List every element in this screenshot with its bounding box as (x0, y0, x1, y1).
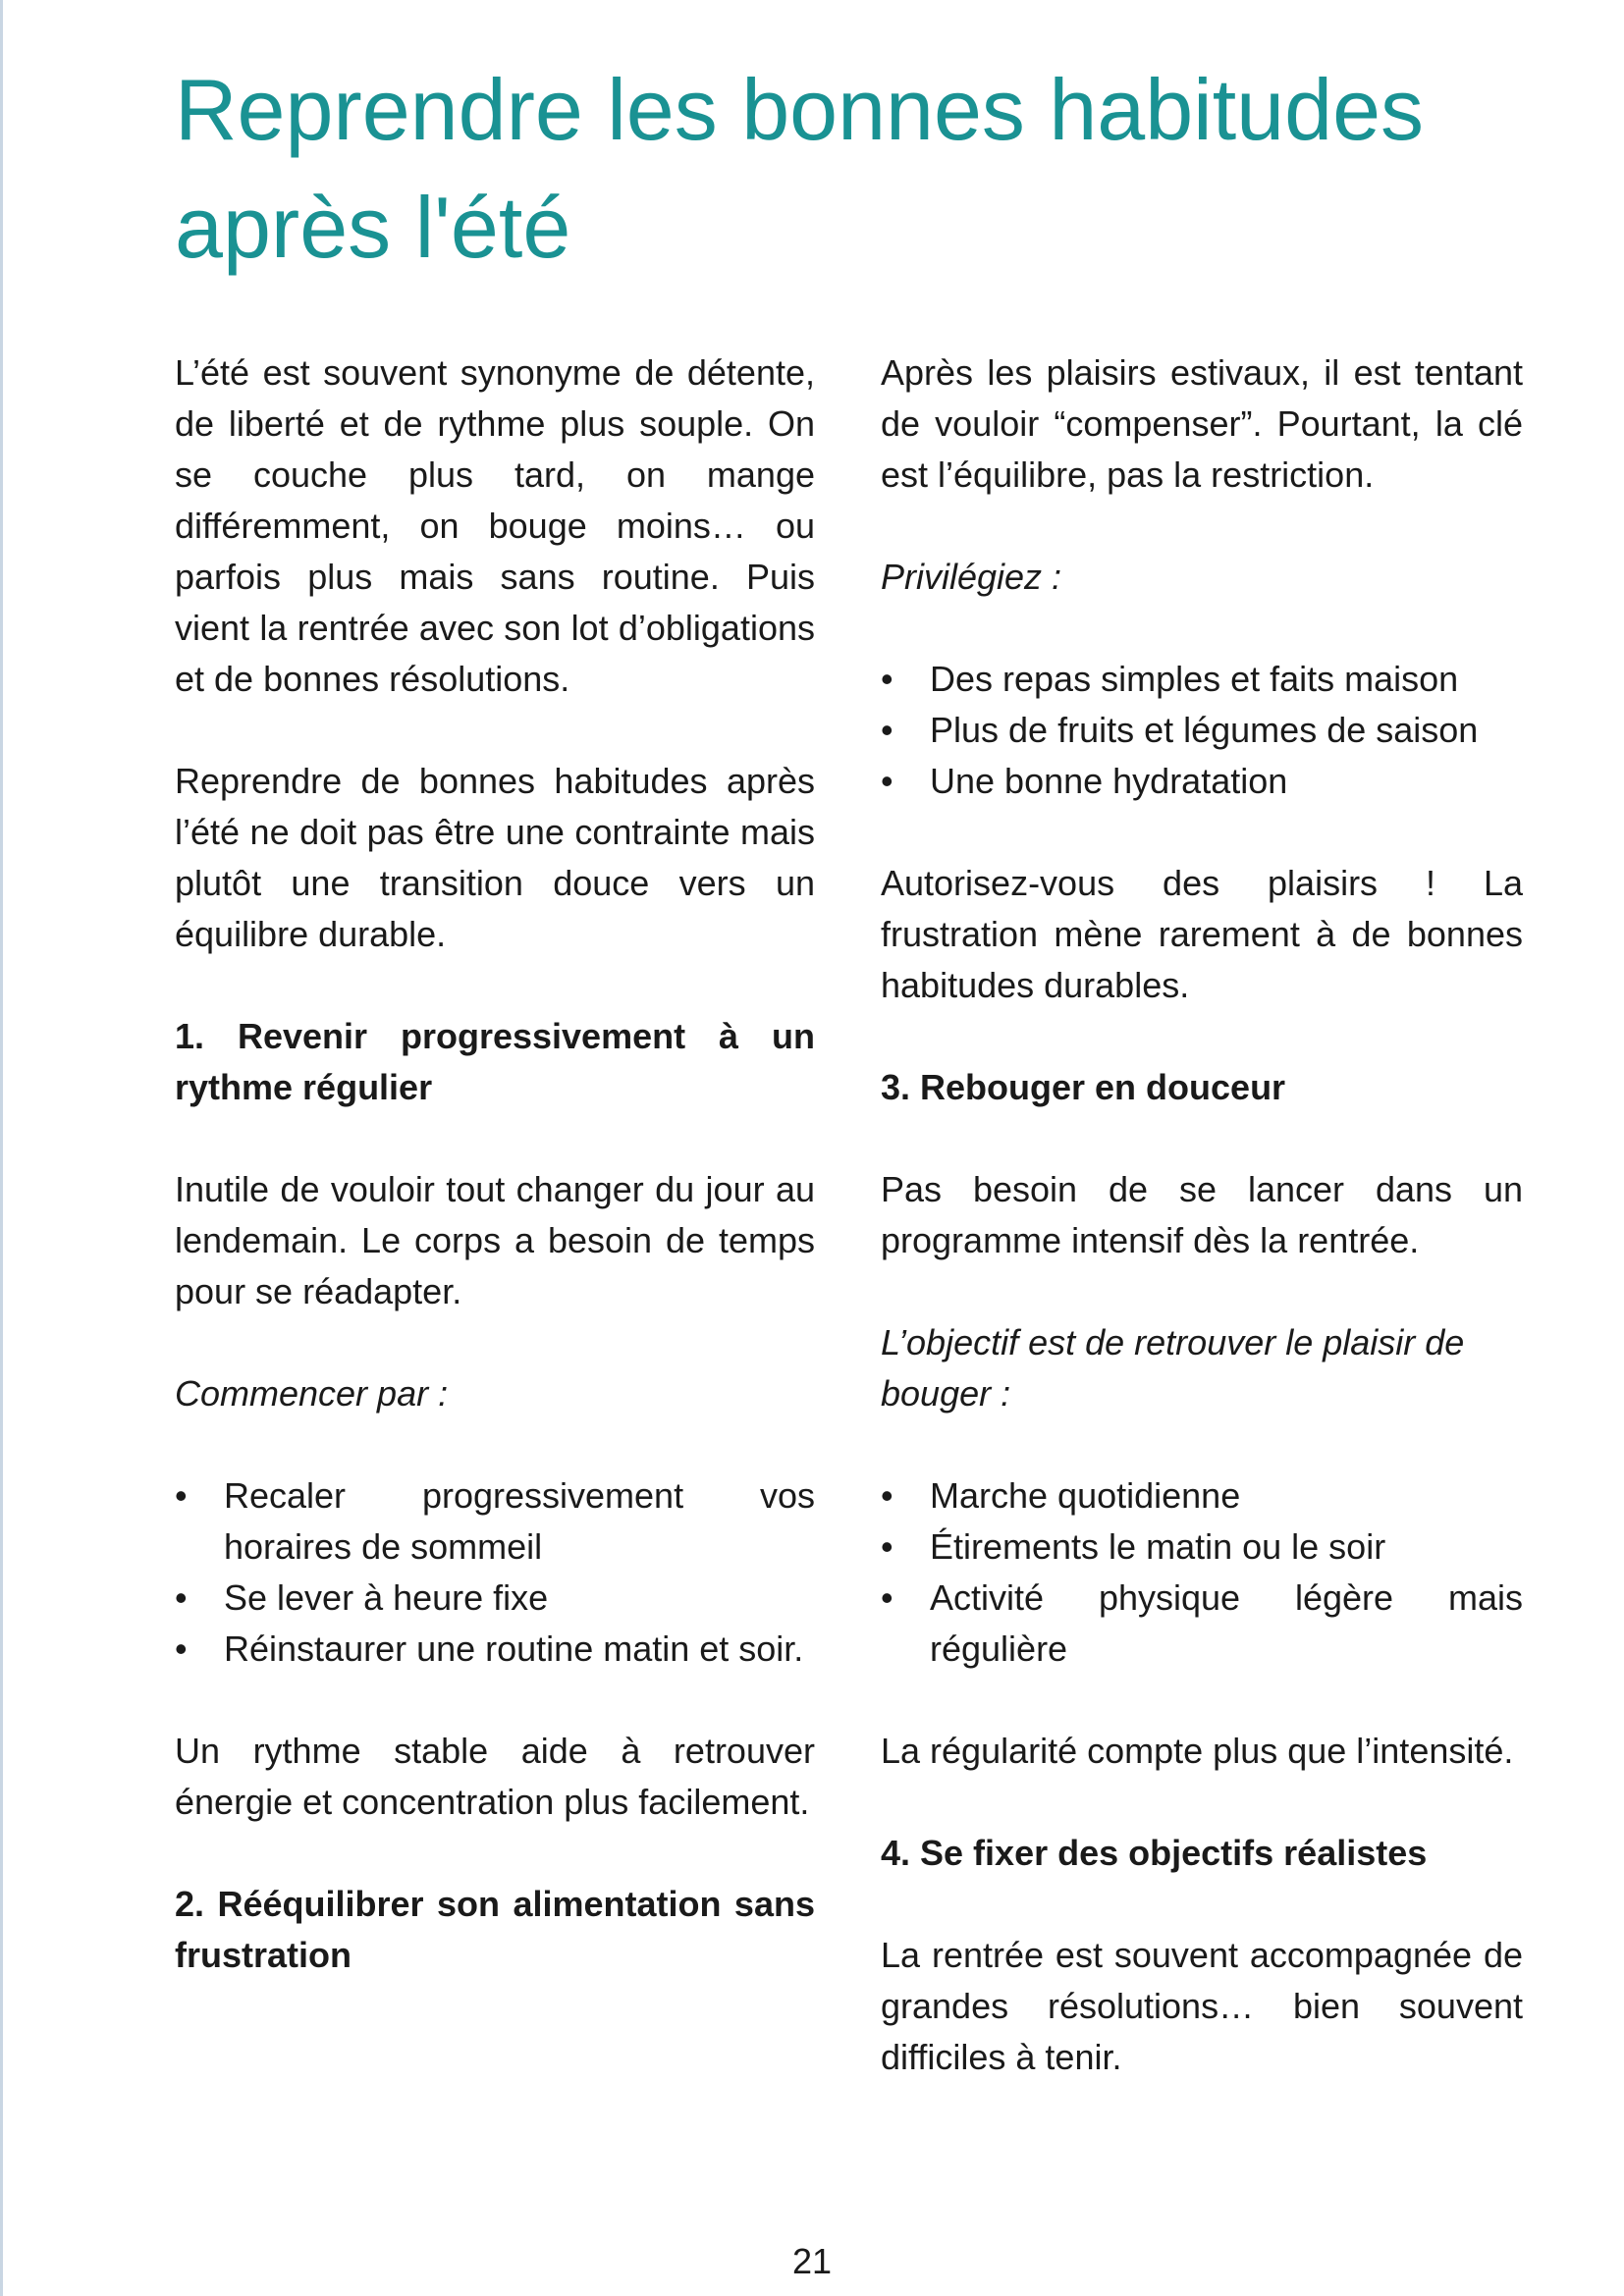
section-2-paragraph: Après les plaisirs estivaux, il est tentant de vouloir “compenser”. Pourtant, la clé est l’équilibre, pas la restriction. (881, 352, 1523, 495)
left-column (175, 347, 815, 2032)
bullet-icon: • (881, 1577, 893, 1618)
section-2-conclusion: Autorisez-vous des plaisirs ! La frustration mène rarement à de bonnes habitudes durables. (881, 863, 1523, 1005)
section-1-conclusion: Un rythme stable aide à retrouver énergie et concentration plus facilement. (175, 1731, 815, 1822)
list-item: • Une bonne hydratation (881, 756, 1523, 807)
page-title: Reprendre les bonnes habitudes après l'été (175, 61, 1425, 276)
section-3-paragraph: Pas besoin de se lancer dans un programme intensif dès la rentrée. (881, 1169, 1523, 1260)
section-3-list-intro: L’objectif est de retrouver le plaisir de bouger : (881, 1322, 1465, 1414)
section-heading-1: 1. Revenir progressivement à un rythme régulier (175, 1016, 815, 1107)
section-3-list (881, 1470, 1523, 1675)
section-2-list-intro: Privilégiez : (881, 557, 1062, 597)
section-3-conclusion: La régularité compte plus que l’intensité. (881, 1731, 1514, 1771)
transition-paragraph: Reprendre de bonnes habitudes après l’été ne doit pas être une contrainte mais plutôt une transition douce vers un équilibre durable. (175, 761, 815, 954)
section-heading-2: 2. Rééquilibrer son alimentation sans frustration (175, 1884, 815, 1975)
list-item: • Étirements le matin ou le soir (881, 1522, 1523, 1573)
section-2-list (881, 654, 1523, 807)
list-item: • Se lever à heure fixe (175, 1573, 815, 1624)
section-4-paragraph: La rentrée est souvent accompagnée de grandes résolutions… bien souvent difficiles à tenir. (881, 1935, 1523, 2077)
page-number: 21 (791, 2241, 833, 2281)
section-1-list (175, 1470, 815, 1675)
intro-paragraph: L’été est souvent synonyme de détente, de liberté et de rythme plus souple. On se couche plus tard, on mange différemment, on bouge moins… ou parfois plus mais sans routine. Puis vient la rentrée avec son lot d’obligations et de bonnes résolutions. (175, 352, 815, 699)
section-heading-4: 4. Se fixer des objectifs réalistes (881, 1833, 1428, 1873)
bullet-icon: • (881, 659, 893, 699)
bullet-icon: • (175, 1629, 188, 1669)
bullet-icon: • (175, 1577, 188, 1618)
bullet-icon: • (881, 1526, 893, 1567)
list-item: • Recaler progressivement vos horaires de sommeil (175, 1470, 815, 1573)
list-item: • Marche quotidienne (881, 1470, 1523, 1522)
section-1-list-intro: Commencer par : (175, 1373, 449, 1414)
bullet-icon: • (881, 761, 893, 801)
bullet-icon: • (175, 1475, 188, 1516)
section-1-paragraph: Inutile de vouloir tout changer du jour au lendemain. Le corps a besoin de temps pour se réadapter. (175, 1169, 815, 1311)
section-heading-3: 3. Rebouger en douceur (881, 1067, 1286, 1107)
right-column (881, 347, 1523, 2134)
page-edge-line (0, 0, 3, 2296)
bullet-icon: • (881, 710, 893, 750)
list-item: • Activité physique légère mais régulière (881, 1573, 1523, 1675)
bullet-icon: • (881, 1475, 893, 1516)
list-item: • Réinstaurer une routine matin et soir. (175, 1624, 815, 1675)
list-item: • Des repas simples et faits maison (881, 654, 1523, 705)
list-item: • Plus de fruits et légumes de saison (881, 705, 1523, 756)
